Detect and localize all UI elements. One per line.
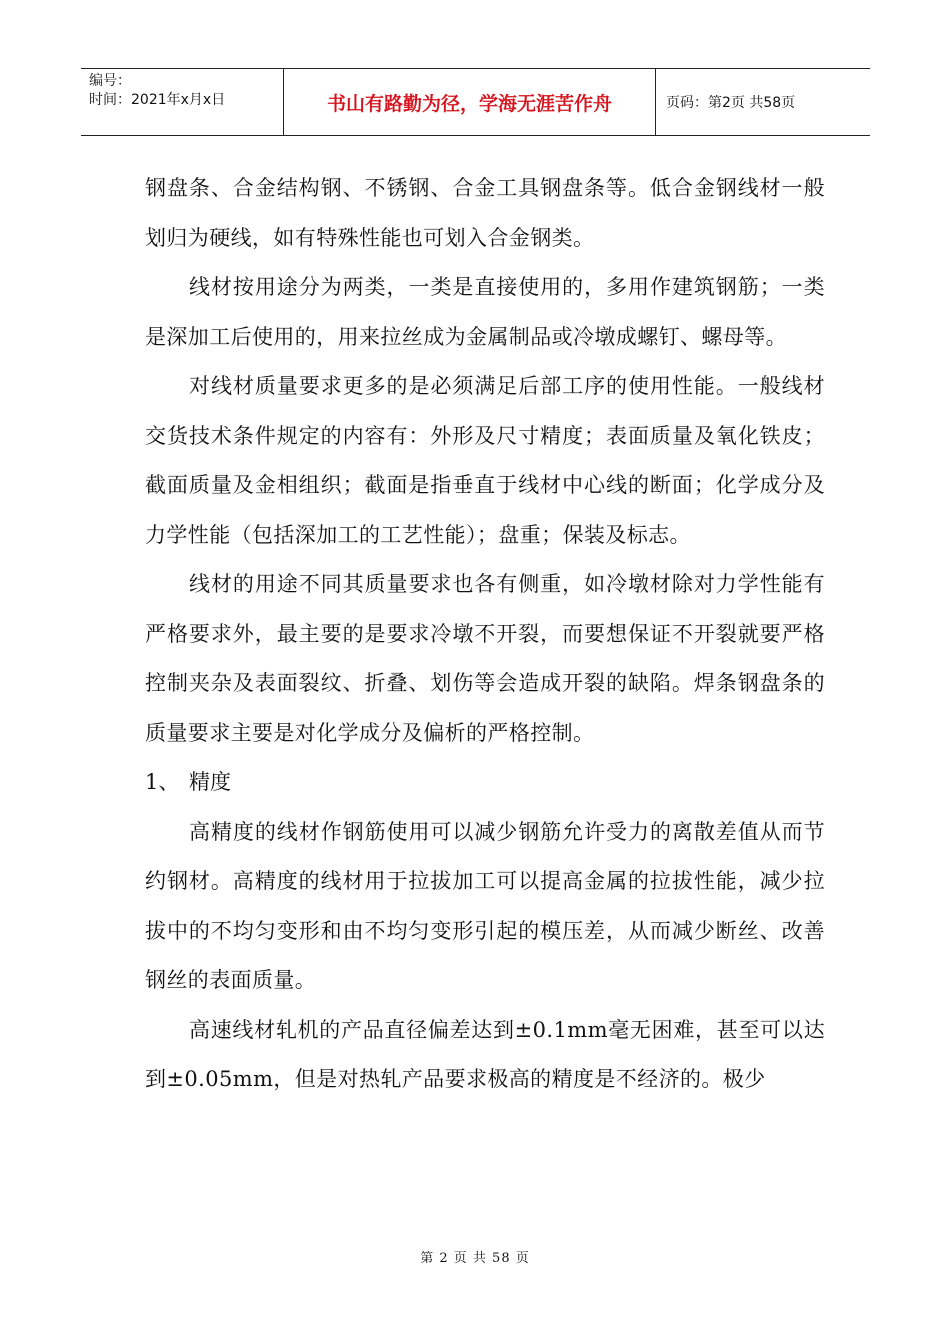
header-table <box>81 68 870 136</box>
section-number: 1、 <box>145 770 180 794</box>
paragraph: 高精度的线材作钢筋使用可以减少钢筋允许受力的离散差值从而节约钢材。高精度的线材用于拉拔加工可以提高金属的拉拔性能，减少拉拔中的不均匀变形和由不均匀变形引起的模压差，从而减少断丝、改善钢丝的表面质量。 <box>145 819 825 992</box>
paragraph: 对线材质量要求更多的是必须满足后部工序的使用性能。一般线材交货技术条件规定的内容有：外形及尺寸精度；表面质量及氧化铁皮；截面质量及金相组织；截面是指垂直于线材中心线的断面；化学成分及力学性能（包括深加工的工艺性能）；盘重；保装及标志。 <box>145 374 825 547</box>
header-motto: 书山有路勤为径，学海无涯苦作舟 <box>283 69 656 135</box>
paragraph: 高速线材轧机的产品直径偏差达到±0.1mm毫无困难，甚至可以达到±0.05mm，但是对热轧产品要求极高的精度是不经济的。极少 <box>145 1017 825 1091</box>
document-time-label: 时间：2021年x月x日 <box>89 92 226 108</box>
header-page-info: 页码：第2页 共58页 <box>666 95 796 111</box>
paragraph: 线材的用途不同其质量要求也各有侧重，如冷墩材除对力学性能有严格要求外，最主要的是要求冷墩不开裂，而要想保证不开裂就要严格控制夹杂及表面裂纹、折叠、划伤等会造成开裂的缺陷。焊条钢盘条的质量要求主要是对化学成分及偏析的严格控制。 <box>145 572 825 745</box>
document-number-label: 编号： <box>89 73 131 89</box>
section-title: 精度 <box>189 770 231 794</box>
page-footer: 第 2 页 共 58 页 <box>420 1251 530 1266</box>
paragraph: 钢盘条、合金结构钢、不锈钢、合金工具钢盘条等。低合金钢线材一般划归为硬线，如有特殊性能也可划入合金钢类。 <box>145 176 825 250</box>
header-meta <box>81 69 283 135</box>
paragraph: 线材按用途分为两类，一类是直接使用的，多用作建筑钢筋；一类是深加工后使用的，用来拉丝成为金属制品或冷墩成螺钉、螺母等。 <box>145 275 825 349</box>
section-heading <box>145 758 825 808</box>
document-body <box>145 164 825 1105</box>
